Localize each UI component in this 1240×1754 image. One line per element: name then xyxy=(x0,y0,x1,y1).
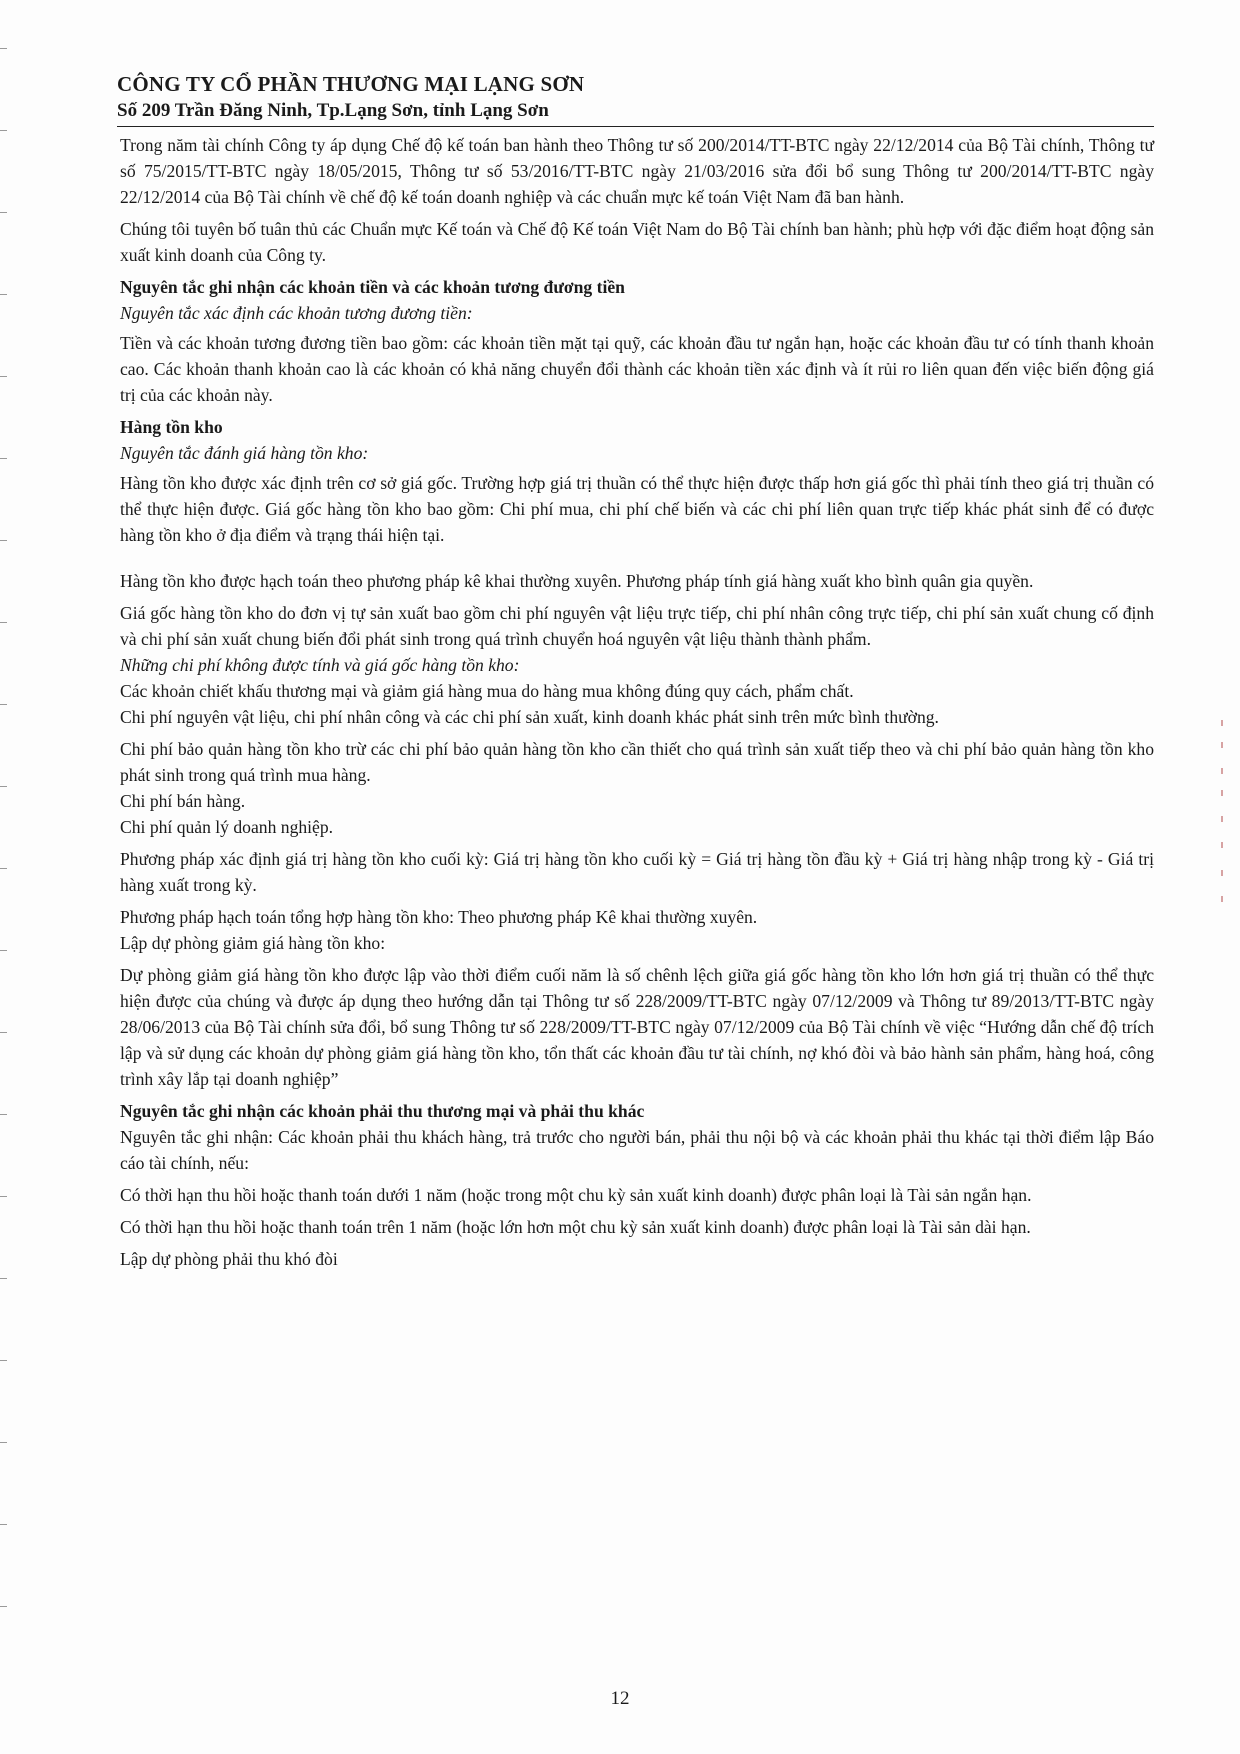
paragraph-inventory-cost: Hàng tồn kho được xác định trên cơ sở giá gốc. Trường hợp giá trị thuần có thể thực hiện được thấp hơn giá gốc thì phải tính theo giá trị thuần có thể thực hiện được. Giá gốc hàng tồn kho bao gồm: Chi phí mua, chi phí chế biến và các chi phí liên quan trực tiếp khác phát sinh để có được hàng tồn kho ở địa điểm và trạng thái hiện tại. xyxy=(120,473,1154,545)
stamp-marks xyxy=(1218,720,1228,920)
paragraph-inventory-production: Giá gốc hàng tồn kho do đơn vị tự sản xuất bao gồm chi phí nguyên vật liệu trực tiếp, chi phí nhân công trực tiếp, chi phí sản xuất chung cố định và chi phí sản xuất chung biến đổi phát sinh trong quá trình chuyển hoá nguyên vật liệu thành thành phẩm. xyxy=(120,603,1154,649)
paragraph-long-term-assets: Có thời hạn thu hồi hoặc thanh toán trên 1 năm (hoặc lớn hơn một chu kỳ sản xuất kinh doanh) được phân loại là Tài sản dài hạn. xyxy=(120,1217,1031,1237)
page-number: 12 xyxy=(610,1688,630,1709)
list-item: Chi phí quản lý doanh nghiệp. xyxy=(120,817,334,837)
list-item: Chi phí bảo quản hàng tồn kho trừ các chi phí bảo quản hàng tồn kho cần thiết cho quá trình sản xuất tiếp theo và chi phí bảo quản hàng tồn kho phát sinh trong quá trình mua hàng. xyxy=(120,739,1154,785)
paragraph-doubtful-debts: Lập dự phòng phải thu khó đòi xyxy=(120,1249,338,1269)
list-item: Chi phí nguyên vật liệu, chi phí nhân công và các chi phí sản xuất, kinh doanh khác phát sinh trên mức bình thường. xyxy=(120,707,939,727)
paragraph-provision-title: Lập dự phòng giảm giá hàng tồn kho: xyxy=(120,933,386,953)
binding-marks xyxy=(0,0,10,1754)
company-name: CÔNG TY CỔ PHẦN THƯƠNG MẠI LẠNG SƠN xyxy=(117,72,585,96)
paragraph-accounting-method: Phương pháp hạch toán tổng hợp hàng tồn kho: Theo phương pháp Kê khai thường xuyên. xyxy=(120,907,758,927)
heading-receivables: Nguyên tắc ghi nhận các khoản phải thu thương mại và phải thu khác xyxy=(120,1101,645,1121)
header-divider xyxy=(117,126,1154,127)
paragraph-cash: Tiền và các khoản tương đương tiền bao gồm: các khoản tiền mặt tại quỹ, các khoản đầu tư ngắn hạn, hoặc các khoản đầu tư có tính thanh khoản cao. Các khoản thanh khoản cao là các khoản có khả năng chuyển đổi thành các khoản tiền xác định và ít rủi ro liên quan đến việc biến động giá trị của các khoản này. xyxy=(120,333,1154,405)
paragraph-short-term-assets: Có thời hạn thu hồi hoặc thanh toán dưới 1 năm (hoặc trong một chu kỳ sản xuất kinh doanh) được phân loại là Tài sản ngắn hạn. xyxy=(120,1185,1032,1205)
heading-inventory: Hàng tồn kho xyxy=(120,417,223,437)
subheading-excluded-costs: Những chi phí không được tính và giá gốc hàng tồn kho: xyxy=(120,655,520,675)
paragraph-receivables-principle: Nguyên tắc ghi nhận: Các khoản phải thu khách hàng, trả trước cho người bán, phải thu nội bộ và các khoản phải thu khác tại thời điểm lập Báo cáo tài chính, nếu: xyxy=(120,1127,1154,1173)
paragraph-provision: Dự phòng giảm giá hàng tồn kho được lập vào thời điểm cuối năm là số chênh lệch giữa giá gốc hàng tồn kho lớn hơn giá trị thuần có thể thực hiện được của chúng và được áp dụng theo hướng dẫn tại Thông tư số 228/2009/TT-BTC ngày 07/12/2009 và Thông tư 89/2013/TT-BTC ngày 28/06/2013 của Bộ Tài chính sửa đổi, bổ sung Thông tư số 228/2009/TT-BTC ngày 07/12/2009 của Bộ Tài chính về việc “Hướng dẫn chế độ trích lập và sử dụng các khoản dự phòng giảm giá hàng tồn kho, tổn thất các khoản đầu tư tài chính, nợ khó đòi và bảo hành sản phẩm, hàng hoá, công trình xây lắp tại doanh nghiệp” xyxy=(120,965,1154,1089)
paragraph-inventory-method: Hàng tồn kho được hạch toán theo phương pháp kê khai thường xuyên. Phương pháp tính giá hàng xuất kho bình quân gia quyền. xyxy=(120,571,1034,591)
heading-cash: Nguyên tắc ghi nhận các khoản tiền và các khoản tương đương tiền xyxy=(120,277,625,297)
document-body xyxy=(120,132,1154,1278)
paragraph-closing-value-method: Phương pháp xác định giá trị hàng tồn kho cuối kỳ: Giá trị hàng tồn kho cuối kỳ = Giá trị hàng tồn đầu kỳ + Giá trị hàng nhập trong kỳ - Giá trị hàng xuất trong kỳ. xyxy=(120,849,1154,895)
list-item: Chi phí bán hàng. xyxy=(120,791,246,811)
list-item: Các khoản chiết khấu thương mại và giảm giá hàng mua do hàng mua không đúng quy cách, phẩm chất. xyxy=(120,681,854,701)
paragraph-compliance: Chúng tôi tuyên bố tuân thủ các Chuẩn mực Kế toán và Chế độ Kế toán Việt Nam do Bộ Tài chính ban hành; phù hợp với đặc điểm hoạt động sản xuất kinh doanh của Công ty. xyxy=(120,219,1154,265)
document-header xyxy=(117,70,1154,124)
subheading-inventory: Nguyên tắc đánh giá hàng tồn kho: xyxy=(120,443,369,463)
paragraph-accounting-regime: Trong năm tài chính Công ty áp dụng Chế độ kế toán ban hành theo Thông tư số 200/2014/TT-BTC ngày 22/12/2014 của Bộ Tài chính, Thông tư số 75/2015/TT-BTC ngày 18/05/2015, Thông tư số 53/2016/TT-BTC ngày 21/03/2016 sửa đổi bổ sung Thông tư 200/2014/TT-BTC ngày 22/12/2014 của Bộ Tài chính về chế độ kế toán doanh nghiệp và các chuẩn mực kế toán Việt Nam đã ban hành. xyxy=(120,135,1154,207)
company-address: Số 209 Trần Đăng Ninh, Tp.Lạng Sơn, tỉnh Lạng Sơn xyxy=(117,100,549,121)
subheading-cash: Nguyên tắc xác định các khoản tương đương tiền: xyxy=(120,303,473,323)
